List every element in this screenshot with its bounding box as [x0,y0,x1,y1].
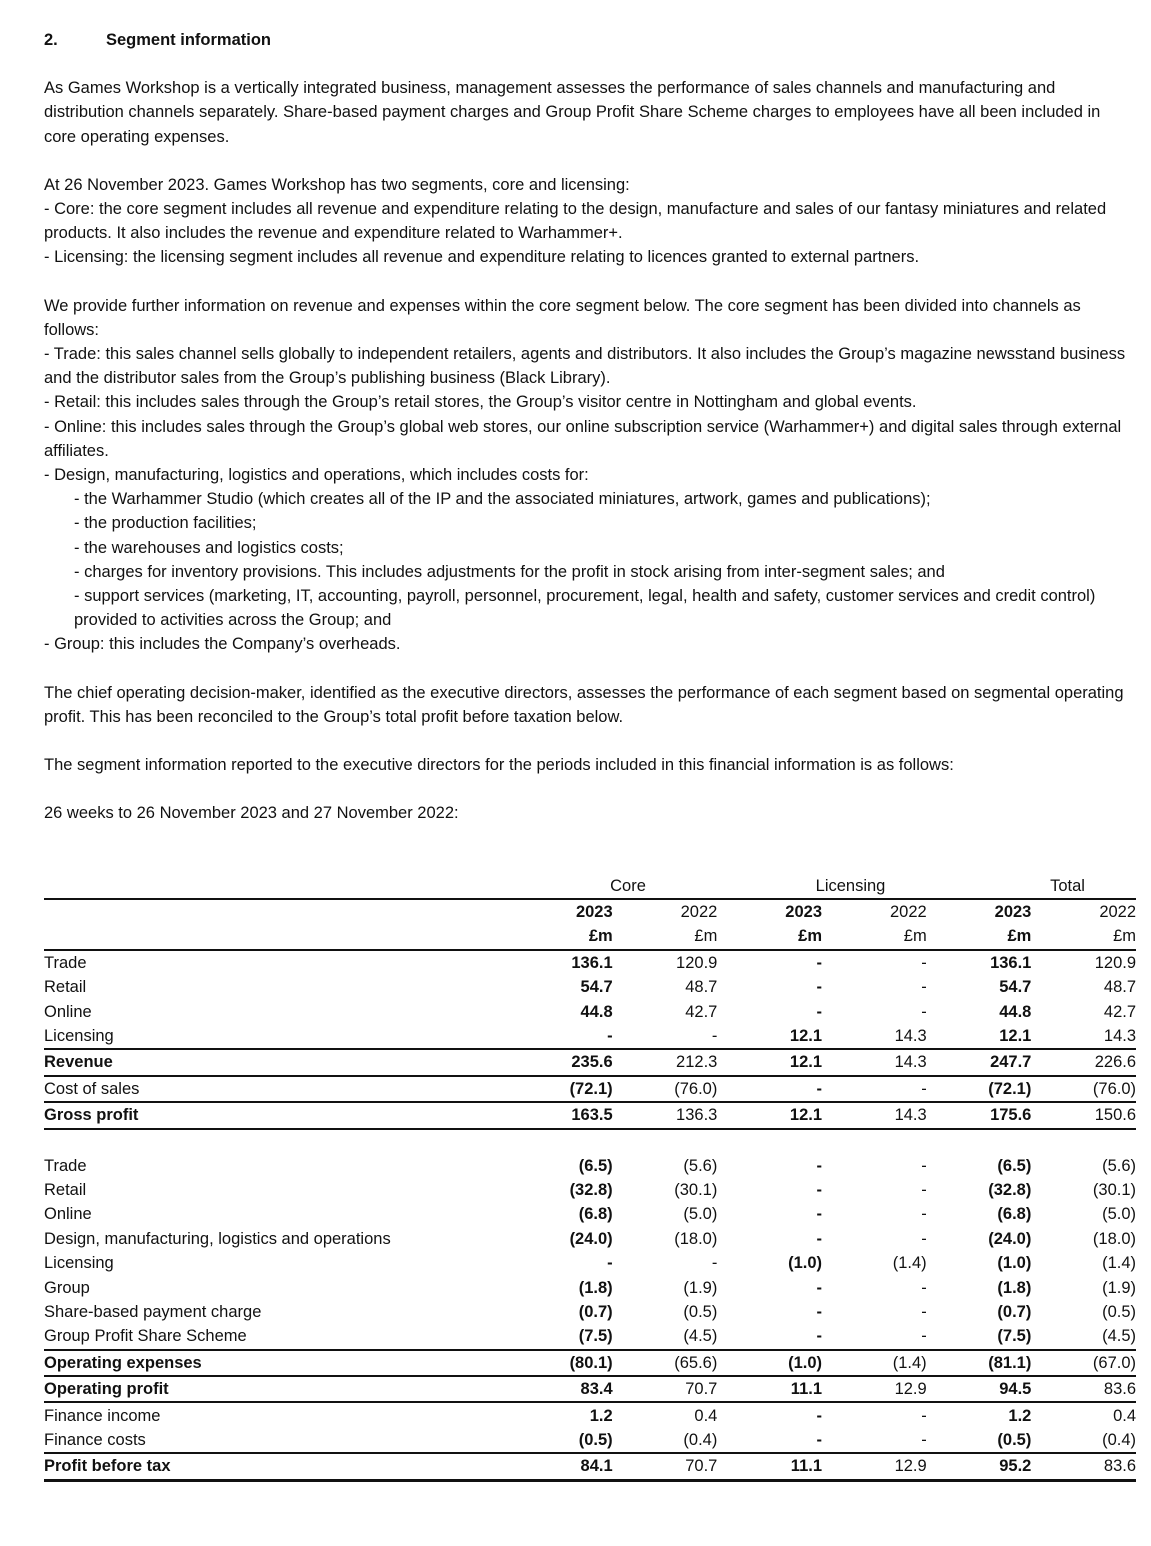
segments-intro: At 26 November 2023. Games Workshop has two segments, core and licensing: [44,175,630,194]
row-value: (18.0) [674,1229,718,1248]
unit-col: £m [1007,927,1032,946]
row-value: 163.5 [571,1106,613,1125]
year-col: 2023 [575,903,613,922]
row-value: (67.0) [1092,1353,1137,1372]
row-value: (32.8) [569,1181,613,1199]
year-col: 2022 [889,903,927,922]
row-value: - [816,1156,823,1175]
table-row [44,1103,1136,1129]
year-col: 2022 [1099,903,1137,922]
row-value: (1.0) [788,1254,823,1273]
row-value: (0.5) [683,1302,718,1321]
table-row [44,1454,1136,1481]
row-value: 12.9 [894,1457,927,1476]
row-value: (1.0) [997,1254,1032,1273]
section-title: Segment information [106,31,272,49]
row-label: Online [44,1205,92,1224]
row-value: (1.8) [997,1278,1032,1297]
row-value: 83.6 [1103,1457,1137,1476]
row-value: (72.1) [569,1079,613,1098]
row-value: 84.1 [580,1457,613,1476]
row-value: - [921,1302,927,1321]
row-value: (5.6) [1102,1156,1137,1175]
row-value: (18.0) [1092,1229,1137,1248]
row-value: - [816,1430,823,1449]
row-value: (6.8) [578,1205,613,1224]
row-value: - [816,1302,823,1321]
row-value: 0.4 [694,1406,718,1425]
row-label: Group Profit Share Scheme [44,1327,247,1346]
row-value: 42.7 [685,1002,718,1021]
group-licensing: Licensing [815,876,886,895]
row-value: (7.5) [578,1327,613,1346]
row-value: 70.7 [685,1380,718,1399]
table-row [44,1227,1136,1251]
row-value: (24.0) [569,1229,613,1248]
row-value: - [816,1278,823,1297]
row-value: (0.5) [997,1430,1032,1449]
row-value: (72.1) [988,1079,1032,1098]
row-label: Operating expenses [44,1353,202,1372]
row-label: Trade [44,1156,87,1175]
row-value: 0.4 [1113,1406,1137,1425]
table-row [44,1324,1136,1350]
revenue-section [44,951,1136,1130]
row-value: - [816,1079,823,1098]
design-item: - the Warhammer Studio (which creates all of the IP and the associated miniatures, artwork, games and publications); [74,490,931,509]
unit-col: £m [1113,927,1137,946]
section-number: 2. [44,31,58,49]
channels-block [44,294,1136,657]
row-label: Gross profit [44,1106,139,1125]
row-value: 247.7 [990,1053,1032,1072]
row-value: (0.7) [997,1302,1032,1321]
row-value: (1.4) [892,1353,927,1372]
row-value: 212.3 [676,1053,718,1072]
row-label: Online [44,1002,92,1021]
row-value: 14.3 [894,1106,927,1125]
row-value: - [921,1430,927,1449]
row-value: 83.6 [1103,1380,1137,1399]
codm-paragraph: The chief operating decision-maker, identified as the executive directors, assesses the performance of each segment based on segmental operating profit. This has been reconciled to the Group’s total profit before taxation below. [44,683,1124,726]
row-value: 235.6 [571,1053,613,1072]
table-row [44,975,1136,999]
channel-online: - Online: this includes sales through the Group’s global web stores, our online subscription service (Warhammer+) and digital sales through external affiliates. [44,417,1122,460]
row-value: - [607,1027,613,1046]
table-row [44,1300,1136,1324]
row-value: (7.5) [997,1327,1032,1346]
row-value: 95.2 [999,1457,1032,1476]
row-value: (81.1) [988,1353,1032,1372]
year-col: 2023 [994,903,1032,922]
row-label: Cost of sales [44,1079,140,1098]
row-value: - [921,1181,927,1199]
row-value: - [921,1002,927,1021]
row-value: 14.3 [894,1053,927,1072]
unit-col: £m [694,927,718,946]
row-label: Retail [44,978,87,997]
row-value: 136.3 [676,1106,718,1125]
row-label: Finance income [44,1406,161,1425]
channels-intro: We provide further information on revenue and expenses within the core segment below. The core segment has been divided into channels as follows: [44,296,1081,339]
table-row [44,1077,1136,1103]
channel-design: - Design, manufacturing, logistics and operations, which includes costs for: [44,466,589,485]
row-value: - [711,1027,718,1046]
row-value: - [816,1181,823,1199]
row-value: 42.7 [1103,1002,1137,1021]
channel-trade: - Trade: this sales channel sells globally to independent retailers, agents and distributors. It also includes the Group’s magazine newsstand business and the distributor sales from the Group’s publishing business (Black Library). [44,345,1126,388]
channel-retail: - Retail: this includes sales through the Group’s retail stores, the Group’s visitor centre in Nottingham and global events. [44,393,917,412]
segment-licensing: - Licensing: the licensing segment includes all revenue and expenditure relating to licences granted to external partners. [44,248,920,267]
row-value: (30.1) [1092,1181,1137,1199]
row-value: - [816,953,823,972]
row-value: 48.7 [685,978,718,997]
table-row [44,1428,1136,1454]
row-value: 94.5 [999,1380,1032,1399]
row-value: (24.0) [988,1229,1032,1248]
design-item: - the production facilities; [74,514,257,533]
table-row [44,1050,1136,1076]
row-value: 48.7 [1103,978,1137,997]
group-core: Core [610,876,646,895]
row-value: (5.0) [683,1205,718,1224]
table-row [44,1403,1136,1427]
row-value: - [921,1406,927,1425]
table-row [44,1377,1136,1403]
row-value: 120.9 [1094,953,1137,972]
table-row [44,1024,1136,1050]
row-value: - [921,1327,927,1346]
segments-block [44,173,1136,270]
row-value: 12.1 [789,1053,823,1072]
table-row [44,1251,1136,1275]
row-value: 11.1 [790,1457,823,1476]
row-value: 12.1 [999,1027,1032,1046]
row-value: 70.7 [685,1457,718,1476]
row-value: (6.8) [997,1205,1032,1224]
row-value: (0.5) [578,1430,613,1449]
row-value: 83.4 [580,1380,613,1399]
table-row [44,1275,1136,1299]
row-value: - [816,978,823,997]
row-value: 14.3 [894,1027,927,1046]
row-value: (0.4) [1102,1430,1137,1449]
document-page [44,28,1136,825]
row-label: Group [44,1278,90,1297]
row-value: (65.6) [674,1353,718,1372]
table-row [44,1154,1136,1178]
row-label: Finance costs [44,1430,146,1449]
row-value: (0.4) [683,1430,718,1449]
table-row [44,1000,1136,1024]
row-value: - [921,978,927,997]
row-label: Operating profit [44,1380,169,1399]
table-group-header [44,874,1136,900]
row-value: 1.2 [589,1406,613,1425]
row-value: 136.1 [571,953,613,972]
table-row [44,1178,1136,1202]
table-row [44,1202,1136,1226]
row-label: Profit before tax [44,1457,171,1476]
row-value: 120.9 [676,953,718,972]
row-value: - [607,1254,613,1273]
row-value: (1.9) [683,1278,718,1297]
row-value: 14.3 [1103,1027,1137,1046]
row-value: - [711,1254,718,1273]
row-value: - [816,1002,823,1021]
year-col: 2022 [680,903,718,922]
row-value: 54.7 [999,978,1032,997]
row-label: Share-based payment charge [44,1302,262,1321]
row-value: - [921,1229,927,1248]
row-value: (4.5) [683,1327,718,1346]
row-value: - [816,1327,823,1346]
year-col: 2023 [785,903,823,922]
table-unit-header [44,924,1136,950]
row-value: 150.6 [1094,1106,1137,1125]
row-label: Licensing [44,1254,114,1273]
row-value: 12.1 [789,1106,823,1125]
row-value: 226.6 [1094,1053,1137,1072]
row-label: Retail [44,1181,87,1199]
row-label: Licensing [44,1027,114,1046]
row-value: - [921,1079,927,1098]
row-value: 11.1 [790,1380,823,1399]
row-value: (4.5) [1102,1327,1137,1346]
row-value: 136.1 [990,953,1032,972]
group-total: Total [1050,876,1085,895]
segment-core: - Core: the core segment includes all revenue and expenditure relating to the design, manufacture and sales of our fantasy miniatures and related products. It also includes the revenue and expenditure related to Warhammer+. [44,200,1107,243]
segment-table [44,874,1136,1482]
row-value: (32.8) [988,1181,1032,1199]
table-row [44,951,1136,975]
row-value: - [921,1278,927,1297]
row-value: (76.0) [674,1079,718,1098]
design-item: - charges for inventory provisions. This includes adjustments for the profit in stock arising from inter-segment sales; and [74,562,945,581]
row-value: (30.1) [674,1181,718,1199]
row-value: 1.2 [1008,1406,1032,1425]
row-value: (5.6) [683,1156,718,1175]
expenses-section [44,1154,1136,1482]
row-value: (1.9) [1102,1278,1137,1297]
intro-paragraph: As Games Workshop is a vertically integrated business, management assesses the performance of sales channels and manufacturing and distribution channels separately. Share-based payment charges and Group Profit Share Scheme charges to employees have all been included in core operating expenses. [44,79,1101,146]
row-value: (1.0) [788,1353,823,1372]
row-value: (0.7) [578,1302,613,1321]
row-value: 44.8 [999,1002,1032,1021]
row-label: Revenue [44,1053,113,1072]
section-heading [44,28,1136,52]
row-value: (0.5) [1102,1302,1137,1321]
reported-paragraph: The segment information reported to the executive directors for the periods included in this financial information is as follows: [44,756,954,775]
row-value: - [816,1406,823,1425]
row-value: (1.8) [578,1278,613,1297]
row-value: - [921,1156,927,1175]
row-value: 12.9 [894,1380,927,1399]
row-value: (6.5) [997,1156,1032,1175]
channel-group: - Group: this includes the Company’s overheads. [44,635,401,654]
design-item: - the warehouses and logistics costs; [74,538,344,557]
unit-col: £m [903,927,927,946]
row-value: (1.4) [1102,1254,1137,1273]
row-value: 12.1 [789,1027,823,1046]
row-label: Design, manufacturing, logistics and operations [44,1229,391,1248]
design-item: - support services (marketing, IT, accounting, payroll, personnel, procurement, legal, health and safety, customer services and credit control) provided to activities across the Group; and [74,587,1096,630]
row-value: 175.6 [990,1106,1032,1125]
table-row [44,1351,1136,1377]
row-value: 54.7 [580,978,613,997]
row-value: 44.8 [580,1002,613,1021]
row-value: (80.1) [569,1353,613,1372]
row-label: Trade [44,953,87,972]
row-value: (6.5) [578,1156,613,1175]
row-value: (5.0) [1102,1205,1137,1224]
row-value: - [921,953,927,972]
table-year-header [44,900,1136,924]
period-caption: 26 weeks to 26 November 2023 and 27 November 2022: [44,804,459,823]
row-value: (1.4) [892,1254,927,1273]
unit-col: £m [588,927,613,946]
row-value: - [921,1205,927,1224]
row-value: (76.0) [1092,1079,1137,1098]
row-value: - [816,1229,823,1248]
unit-col: £m [798,927,823,946]
row-value: - [816,1205,823,1224]
